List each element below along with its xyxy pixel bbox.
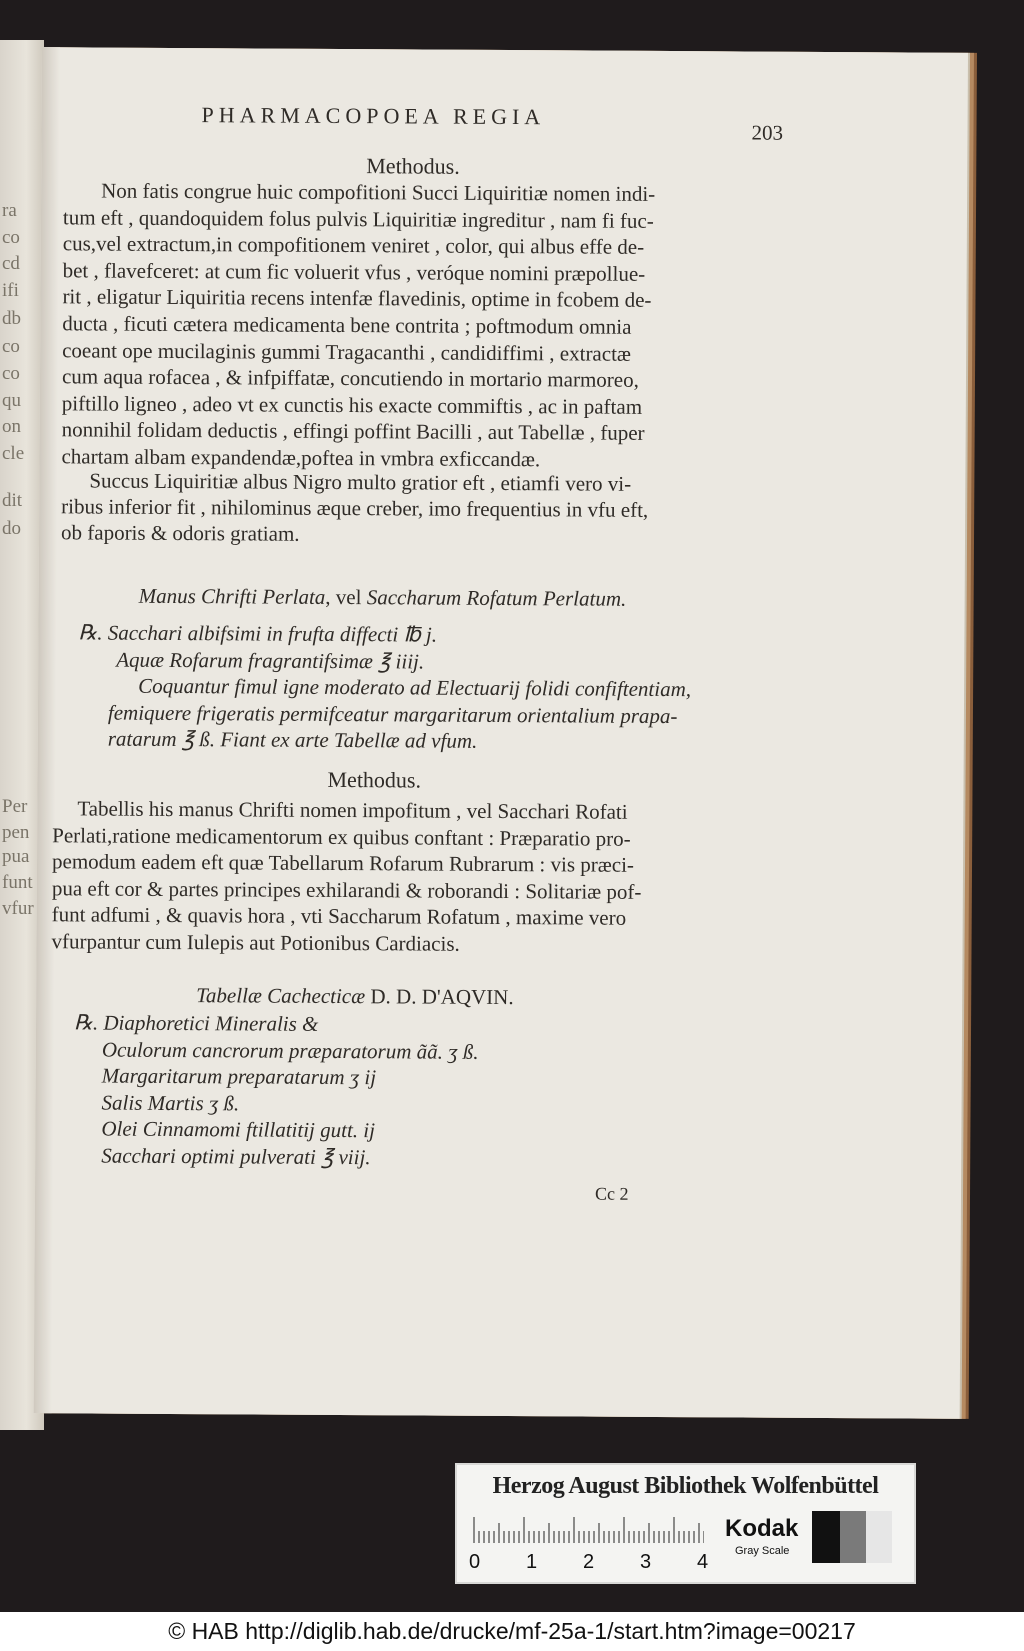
text-line: Perlati,ratione medicamentorum ex quibus conftant : Præparatio pro- [52,822,631,851]
scale-number: 4 [697,1551,709,1573]
text-line: ℞. Diaphoretici Mineralis & [73,1010,319,1036]
text-line: Non fatis congrue huic compofitioni Succi Liquiritiæ nomen indi- [101,178,656,206]
recipe-title-connector: , vel [325,584,362,610]
scale-number: 2 [583,1551,595,1573]
text-line: tum eft , quandoquidem folus pulvis Liquiritiæ ingreditur , nam fi fuc- [62,204,654,233]
previous-page-fragment: vfur [2,898,34,919]
recipe-title [139,583,627,612]
recipe-title-part-a: Manus Chrifti Perlata [138,583,326,609]
text-line: vfurpantur cum Iulepis aut Potionibus Cardiacis. [51,928,460,956]
scale-number: 1 [526,1551,538,1573]
previous-page-fragment: cle [2,443,25,464]
text-line: nonnihil folidam deductis , effingi poffint Bacilli , aut Tabellæ , fuper [61,417,645,446]
color-calibration-card [455,1463,916,1584]
previous-page-fragment: Per [2,796,28,817]
previous-page-fragment: ra [2,200,17,221]
previous-page-fragment: on [2,416,21,437]
text-line: Succus Liquiritiæ albus Nigro multo gratior eft , etiamfi vero vi- [89,468,632,496]
recipe-title-author: D. D. D'AQVIN. [370,984,514,1010]
text-line: ob faporis & odoris gratiam. [60,520,300,546]
kodak-logo-text: Kodak [725,1515,799,1542]
signature-mark: Cc 2 [594,1183,629,1204]
text-line: pua eft cor & partes principes exhilarandi & roborandi : Solitariæ pof- [51,875,642,904]
text-line: chartam albam expandendæ,poftea in vmbra exficcandæ. [61,444,541,472]
text-line: Coquantur fimul igne moderato ad Electuarij folidi confiftentiam, [138,673,692,702]
text-line: ribus inferior fit , nihilominus æque creber, imo frequentius in vfu eft, [61,494,649,522]
text-line: ratarum ℥ ß. Fiant ex arte Tabellæ ad vfum. [107,726,478,753]
previous-page-fragment: co [2,363,20,384]
previous-page-fragment: qu [2,390,21,411]
ruler-scale [472,1513,704,1543]
scale-number: 3 [640,1551,652,1573]
text-line: Oculorum cancrorum præparatorum ãã. ʒ ß. [101,1037,479,1064]
text-line: coeant ope mucilaginis gummi Tragacanthi , candidiffimi , extractæ [62,337,632,366]
gray-swatch [812,1511,892,1563]
section-heading: Methodus. [366,153,460,179]
previous-page-fragment: pua [2,846,30,867]
previous-page-fragment: pen [2,822,30,843]
library-name: Herzog August Bibliothek Wolfenbüttel [492,1473,879,1499]
previous-page-fragment: co [2,336,20,357]
previous-page-fragment: dit [2,490,23,511]
running-head: PHARMACOPOEA REGIA [201,102,546,130]
text-line: Tabellis his manus Chrifti nomen impofitum , vel Sacchari Rofati [77,796,628,824]
text-line: Olei Cinnamomi ftillatitij gutt. ij [101,1116,376,1143]
previous-page-fragment: co [2,227,20,248]
text-line: Salis Martis ʒ ß. [101,1090,240,1115]
recipe-title-part-b: Saccharum Rofatum Perlatum. [366,585,627,611]
previous-page-fragment: do [2,518,21,539]
book-page [34,47,968,1419]
text-line: pemodum eadem eft quæ Tabellarum Rofarum Rubrarum : vis præci- [51,849,635,877]
previous-page-fragment: db [2,308,21,329]
scale-number: 0 [469,1551,481,1573]
text-line: femiquere frigeratis permifceatur margaritarum orientalium prapa- [107,700,678,728]
text-line: Margaritarum preparatarum ʒ ij [101,1063,377,1090]
text-line: rit , eligatur Liquiritia recens intenfæ flavedinis, optime in fcobem de- [62,284,652,313]
gray-scale-label: Gray Scale [735,1545,790,1557]
previous-page-fragment: funt [2,872,33,893]
text-line: piftillo ligneo , adeo vt ex cunctis his exacte commiftis , ac in paftam [61,391,643,419]
text-line: bet , flavefceret: at cum fic voluerit vfus , veróque nomini præpollue- [62,258,646,286]
text-line: ducta , ficuti cætera medicamenta bene contrita ; poftmodum omnia [62,311,632,339]
recipe-title-italic: Tabellæ Cachecticæ [196,983,366,1009]
text-line: funt adfumi , & quavis hora , vti Saccharum Rofatum , maxime vero [51,902,627,930]
section-heading: Methodus. [327,766,422,793]
text-line: ℞. Sacchari albifsimi in frufta diffecti ℔ j. [78,620,438,647]
text-line: cus,vel extractum,in compofitionem veniret , color, qui albus effe de- [62,231,645,260]
text-line: Aquæ Rofarum fragrantifsimæ ℥ iiij. [116,647,425,674]
text-line: Sacchari optimi pulverati ℥ viij. [101,1143,371,1169]
previous-page-fragment: cd [2,253,20,274]
text-line: cum aqua rofacea , & infpiffatæ, concutiendo in mortario marmoreo, [61,364,639,393]
previous-page-fragment: ifi [2,280,19,301]
recipe-title [196,982,514,1010]
page-number: 203 [751,120,784,145]
copyright-footer: © HAB http://diglib.hab.de/drucke/mf-25a-1/start.htm?image=00217 [0,1612,1024,1651]
